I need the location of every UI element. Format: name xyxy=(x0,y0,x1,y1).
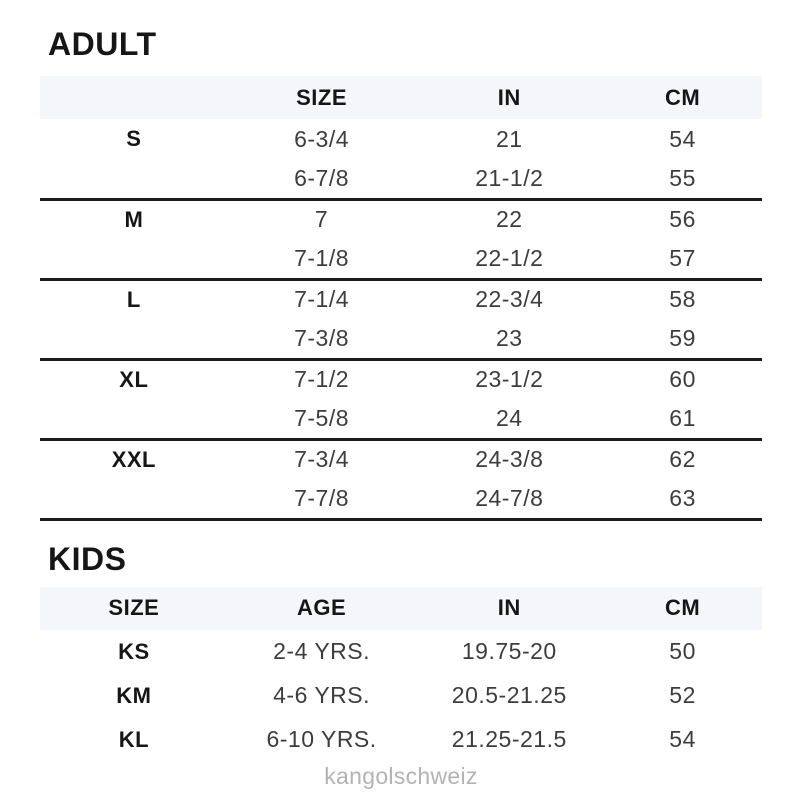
adult-group-l xyxy=(40,279,762,359)
size-value: 6-7/8 xyxy=(228,159,416,199)
table-row xyxy=(40,674,762,718)
adult-size-table xyxy=(40,76,762,521)
cm-value: 54 xyxy=(669,726,696,752)
size-value: 7-3/8 xyxy=(228,319,416,359)
in-value: 22-1/2 xyxy=(415,239,603,279)
in-value: 20.5-21.25 xyxy=(451,682,567,708)
adult-group-m xyxy=(40,199,762,279)
adult-header-in: IN xyxy=(497,84,521,110)
kids-header-age: AGE xyxy=(296,595,347,620)
cm-value: 50 xyxy=(669,638,696,664)
table-row xyxy=(40,279,762,319)
kids-header-cm: CM xyxy=(664,595,701,620)
cm-value: 60 xyxy=(669,366,696,393)
cm-value: 57 xyxy=(603,239,762,279)
size-value: 7-1/2 xyxy=(294,366,350,393)
size-value: 7 xyxy=(314,206,329,233)
in-value: 23-1/2 xyxy=(475,366,544,393)
in-value: 21-1/2 xyxy=(415,159,603,199)
in-value: 21.25-21.5 xyxy=(451,726,567,752)
cm-value: 59 xyxy=(603,319,762,359)
kids-header-size: SIZE xyxy=(108,595,160,620)
kids-section-title: KIDS xyxy=(48,540,127,577)
kids-table-body xyxy=(40,630,762,762)
in-value: 22 xyxy=(496,206,523,233)
cm-value: 62 xyxy=(669,446,696,473)
table-row xyxy=(40,630,762,674)
table-row xyxy=(40,359,762,399)
age-value: 6-10 YRS. xyxy=(266,726,377,752)
size-label: KL xyxy=(118,726,150,752)
adult-group-xxl xyxy=(40,439,762,519)
age-value: 2-4 YRS. xyxy=(273,638,371,664)
table-row xyxy=(40,479,762,519)
size-value: 7-1/4 xyxy=(294,286,350,313)
size-label: S xyxy=(126,126,142,151)
cm-value: 54 xyxy=(669,125,696,152)
size-label: M xyxy=(124,206,144,232)
in-value: 24-3/8 xyxy=(475,446,544,473)
table-row xyxy=(40,319,762,359)
in-value: 22-3/4 xyxy=(475,286,544,313)
cm-value: 55 xyxy=(603,159,762,199)
table-row xyxy=(40,199,762,239)
kids-table-header xyxy=(40,587,762,630)
cm-value: 52 xyxy=(669,682,696,708)
table-row xyxy=(40,399,762,439)
in-value: 24 xyxy=(415,399,603,439)
size-label: KM xyxy=(116,682,152,708)
size-value: 7-1/8 xyxy=(228,239,416,279)
size-label-empty xyxy=(40,479,228,519)
in-value: 23 xyxy=(415,319,603,359)
size-value: 7-3/4 xyxy=(294,446,350,473)
table-row xyxy=(40,239,762,279)
adult-group-s xyxy=(40,119,762,199)
size-label: XXL xyxy=(111,446,156,472)
size-label-empty xyxy=(40,239,228,279)
watermark-text: kangolschweiz xyxy=(324,762,478,789)
table-row xyxy=(40,119,762,159)
size-label: L xyxy=(126,286,141,312)
age-value: 4-6 YRS. xyxy=(273,682,371,708)
cm-value: 56 xyxy=(669,206,696,233)
adult-header-size: SIZE xyxy=(296,84,348,110)
size-label: KS xyxy=(118,638,150,664)
adult-header-empty-cell xyxy=(40,76,228,119)
size-label: XL xyxy=(119,366,149,392)
table-row xyxy=(40,718,762,762)
size-value: 7-5/8 xyxy=(228,399,416,439)
kids-header-in: IN xyxy=(497,595,521,620)
kids-header-row xyxy=(40,587,762,630)
size-label-empty xyxy=(40,159,228,199)
size-value: 7-7/8 xyxy=(228,479,416,519)
adult-header-row xyxy=(40,76,762,119)
size-label-empty xyxy=(40,399,228,439)
in-value: 19.75-20 xyxy=(461,638,557,664)
in-value: 24-7/8 xyxy=(415,479,603,519)
adult-group-xl xyxy=(40,359,762,439)
cm-value: 61 xyxy=(603,399,762,439)
kids-size-table xyxy=(40,587,762,762)
in-value: 21 xyxy=(496,125,523,152)
size-value: 6-3/4 xyxy=(294,125,350,152)
table-row xyxy=(40,159,762,199)
cm-value: 63 xyxy=(603,479,762,519)
adult-header-cm: CM xyxy=(664,84,701,110)
size-label-empty xyxy=(40,319,228,359)
adult-section-title: ADULT xyxy=(48,26,157,62)
table-row xyxy=(40,439,762,479)
cm-value: 58 xyxy=(669,286,696,313)
adult-table-header xyxy=(40,76,762,119)
